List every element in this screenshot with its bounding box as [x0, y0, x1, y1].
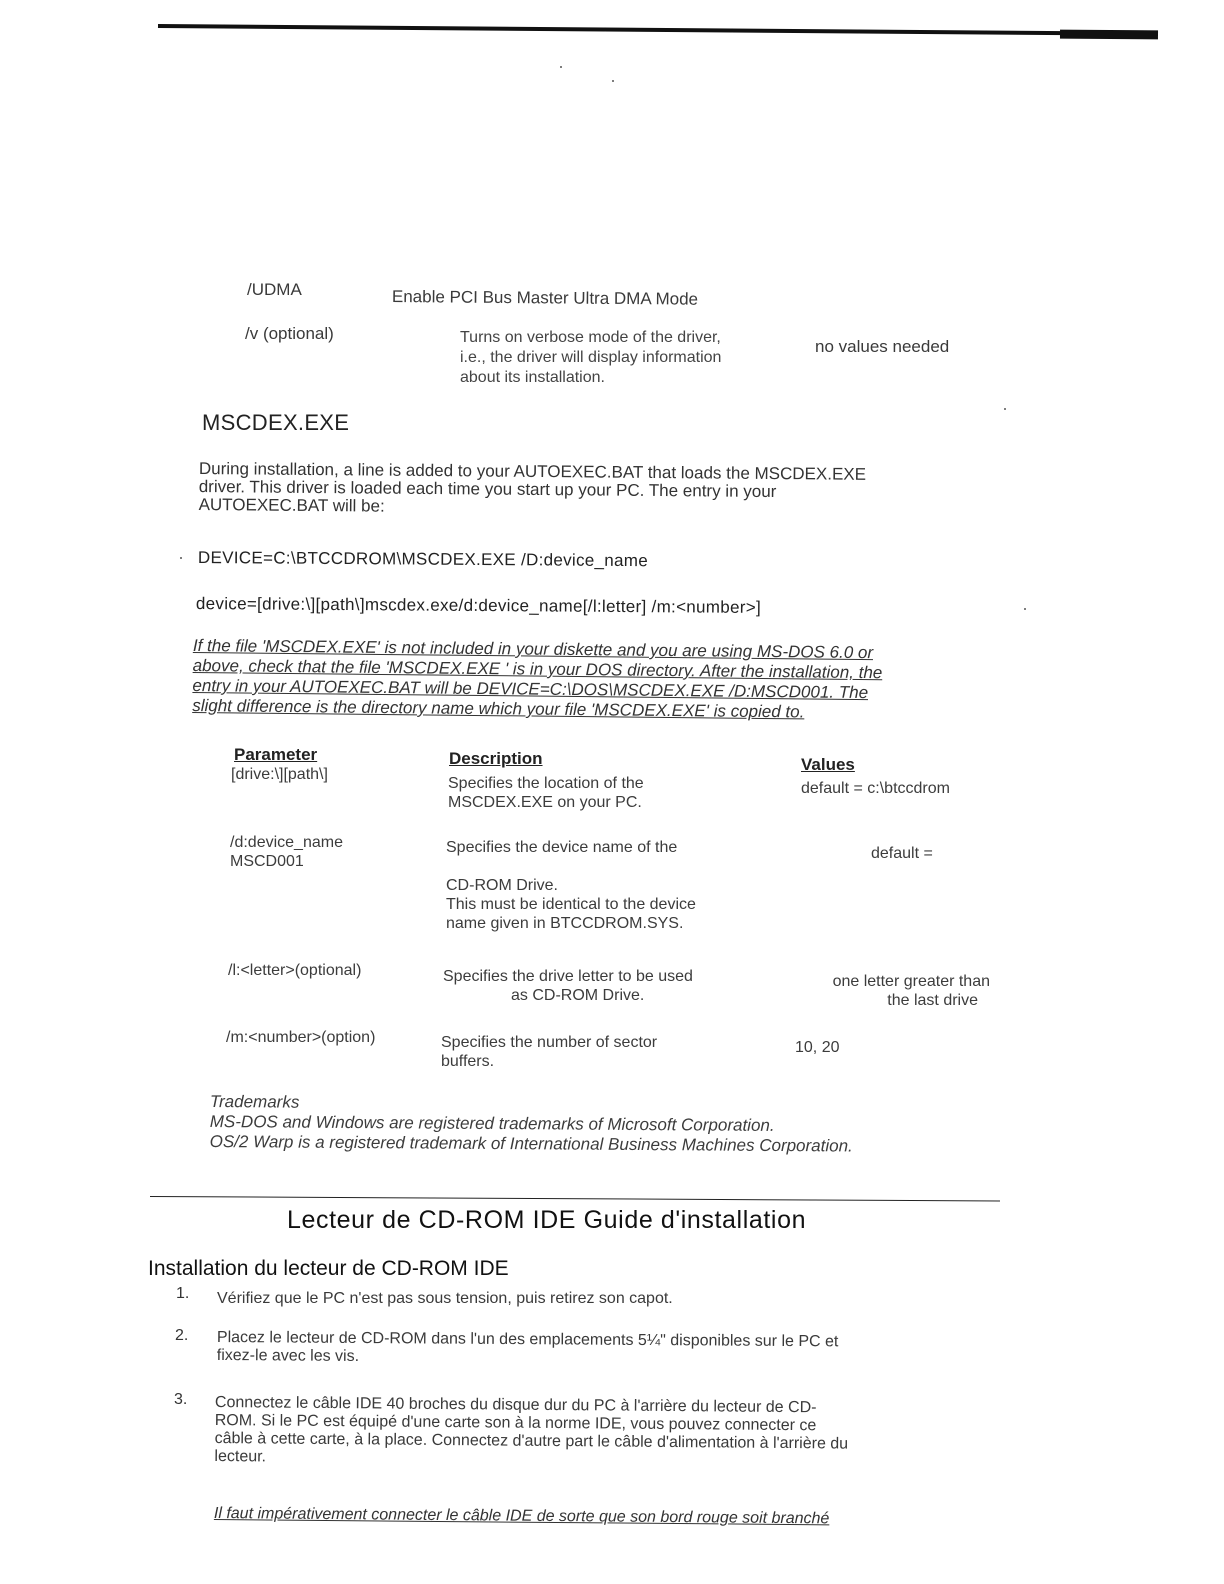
table-row-device-parameter: /d:device_name MSCD001	[230, 834, 343, 870]
section-divider	[150, 1196, 1000, 1201]
step-2-number: 2.	[175, 1327, 189, 1344]
table-row-letter-values: one letter greater than the last drive	[832, 973, 990, 1009]
option-udma-description: Enable PCI Bus Master Ultra DMA Mode	[391, 287, 699, 309]
table-row-letter-parameter: /l:<letter>(optional)	[228, 962, 362, 979]
mscdex-heading: MSCDEX.EXE	[202, 410, 350, 435]
table-row-letter-description: Specifies the drive letter to be used as CD-ROM Drive.	[443, 968, 693, 1004]
option-verbose-values: no values needed	[815, 337, 950, 356]
step-1-text: Vérifiez que le PC n'est pas sous tension, puis retirez son capot.	[217, 1290, 673, 1307]
table-row-number-values: 10, 20	[795, 1039, 840, 1056]
scan-speck	[560, 66, 562, 68]
french-note: Il faut impérativement connecter le câble IDE de sorte que son bord rouge soit branché	[213, 1505, 830, 1528]
option-udma-flag: /UDMA	[247, 280, 302, 299]
option-verbose-description: Turns on verbose mode of the driver, i.e., the driver will display information about its installation.	[460, 329, 722, 386]
table-row-device-description: Specifies the device name of the CD-ROM Drive. This must be identical to the device name given in BTCCDROM.SYS.	[446, 839, 696, 932]
param-header-parameter: Parameter	[234, 745, 318, 764]
table-row-drive-values: default = c:\btccdrom	[801, 780, 950, 797]
step-3-number: 3.	[174, 1391, 188, 1408]
param-header-values: Values	[801, 755, 855, 774]
scan-speck	[1004, 408, 1006, 410]
step-1-number: 1.	[176, 1285, 190, 1302]
mscdex-syntax-line: device=[drive:\][path\]mscdex.exe/d:device_name[/l:letter] /m:<number>]	[195, 594, 762, 617]
top-scan-rule-edge	[1060, 30, 1158, 40]
french-title: Lecteur de CD-ROM IDE Guide d'installation	[287, 1206, 807, 1234]
table-row-drive-parameter: [drive:\][path\]	[231, 766, 328, 783]
step-2-text: Placez le lecteur de CD-ROM dans l'un des emplacements 5¼" disponibles sur le PC et fixez-le avec les vis.	[216, 1329, 839, 1365]
option-verbose-flag: /v (optional)	[245, 324, 334, 343]
table-row-number-description: Specifies the number of sector buffers.	[441, 1034, 658, 1070]
scan-speck	[612, 80, 614, 82]
scan-speck	[180, 557, 182, 559]
mscdex-intro: During installation, a line is added to your AUTOEXEC.BAT that loads the MSCDEX.EXE driver. This driver is loaded each time you start up your PC. The entry in your AUTOEXEC.BAT will be:	[198, 459, 867, 516]
table-row-number-parameter: /m:<number>(option)	[226, 1029, 376, 1046]
scan-speck	[1024, 608, 1026, 610]
param-header-description: Description	[449, 749, 543, 768]
step-3-text: Connectez le câble IDE 40 broches du disque dur du PC à l'arrière du lecteur de CD- ROM. Si le PC est équipé d'une carte son à la norme IDE, vous pouvez connecter ce câble à cette carte, à la place. Connectez d'autre part le câble d'alimentation à l'arrière du lecteur.	[214, 1394, 849, 1466]
table-row-drive-description: Specifies the location of the MSCDEX.EXE on your PC.	[448, 775, 644, 811]
mscdex-device-line: DEVICE=C:\BTCCDROM\MSCDEX.EXE /D:device_name	[197, 548, 649, 571]
table-row-device-values: default =	[871, 845, 933, 862]
trademarks-block: Trademarks MS-DOS and Windows are registered trademarks of Microsoft Corporation. OS/2 Warp is a registered trademark of International Business Machines Corporation.	[209, 1092, 853, 1156]
top-scan-rule	[158, 24, 1158, 36]
french-subtitle: Installation du lecteur de CD-ROM IDE	[148, 1257, 509, 1280]
mscdex-note: If the file 'MSCDEX.EXE' is not included in your diskette and you are using MS-DOS 6.0 or above, check that the file 'MSCDEX.EXE ' is in your DOS directory. After the installation, the entry in your AUTOEXEC.BAT will be DEVICE=C:\DOS\MSCDEX.EXE /D:MSCD001. The slight difference is the directory name which your file 'MSCDEX.EXE' is copied to.	[192, 636, 883, 722]
